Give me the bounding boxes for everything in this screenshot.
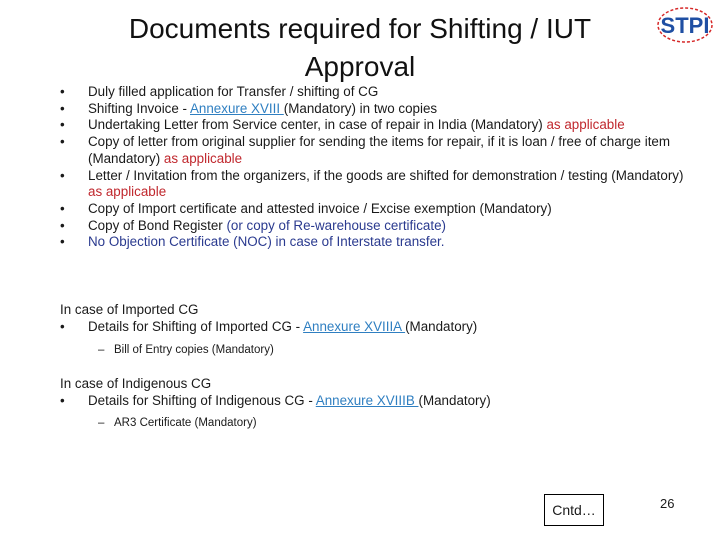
page-number: 26 bbox=[660, 496, 675, 511]
bullet: • bbox=[60, 318, 65, 334]
list-item-text: Details for Shifting of Imported CG - Annexure XVIIIA (Mandatory) bbox=[88, 318, 478, 334]
bullet: • bbox=[60, 217, 65, 233]
annexure-xviiib-link[interactable]: Annexure XVIIIB bbox=[315, 392, 419, 408]
list-item-text: Details for Shifting of Indigenous CG - Annexure XVIIIB (Mandatory) bbox=[88, 392, 491, 408]
list-item-text: Duly filled application for Transfer / shifting of CG bbox=[88, 84, 379, 99]
imported-cg-heading: In case of Imported CG bbox=[60, 302, 199, 317]
dash: – bbox=[98, 344, 105, 356]
list-item-text: No Objection Certificate (NOC) in case of Interstate transfer. bbox=[88, 234, 445, 250]
annexure-xviiia-link[interactable]: Annexure XVIIIA bbox=[303, 318, 406, 334]
subitem-text: AR3 Certificate (Mandatory) bbox=[114, 417, 257, 429]
stpi-logo-icon bbox=[656, 4, 714, 46]
list-item bbox=[60, 218, 700, 235]
as-applicable-note: as applicable bbox=[88, 184, 167, 200]
requirements-list bbox=[60, 84, 700, 251]
title-line-2: Approval bbox=[304, 51, 416, 82]
list-item-text: Copy of Import certificate and attested invoice / Excise exemption (Mandatory) bbox=[88, 200, 552, 216]
as-applicable-note: as applicable bbox=[546, 117, 625, 133]
list-item bbox=[60, 201, 700, 218]
list-item-text: Shifting Invoice - Annexure XVIII (Mandatory) in two copies bbox=[88, 100, 438, 116]
rewarehouse-note: (or copy of Re-warehouse certificate) bbox=[226, 217, 446, 233]
imported-cg-section bbox=[60, 302, 700, 335]
continued-button[interactable]: Cntd… bbox=[544, 494, 604, 526]
list-item-text: Undertaking Letter from Service center, in case of repair in India (Mandatory) as applicable bbox=[88, 117, 625, 133]
list-item-text: Copy of letter from original supplier for sending the items for repair, if it is loan / free of charge item (Mandatory) as applicable bbox=[88, 134, 671, 166]
list-item-text: Letter / Invitation from the organizers, if the goods are shifted for demonstration / testing (Mandatory) as applicable bbox=[88, 167, 684, 200]
list-item bbox=[60, 117, 700, 134]
page-title bbox=[40, 10, 680, 86]
dash: – bbox=[98, 417, 105, 429]
list-item bbox=[60, 319, 700, 336]
bullet: • bbox=[60, 234, 65, 250]
title-line-1: Documents required for Shifting / IUT bbox=[128, 13, 592, 44]
list-item-text: Copy of Bond Register (or copy of Re-warehouse certificate) bbox=[88, 217, 446, 233]
list-item bbox=[60, 168, 700, 201]
list-item bbox=[60, 134, 700, 167]
as-applicable-note: as applicable bbox=[163, 150, 243, 166]
indigenous-cg-subitem bbox=[98, 416, 658, 430]
bullet: • bbox=[60, 117, 65, 133]
bullet: • bbox=[60, 100, 65, 116]
bullet: • bbox=[60, 200, 65, 216]
bullet: • bbox=[60, 134, 65, 150]
bullet: • bbox=[60, 84, 65, 99]
list-item bbox=[60, 101, 700, 118]
bullet: • bbox=[60, 167, 65, 183]
annexure-xviii-link[interactable]: Annexure XVIII bbox=[189, 100, 284, 116]
bullet: • bbox=[60, 392, 65, 408]
list-item bbox=[60, 393, 700, 410]
indigenous-cg-section bbox=[60, 376, 700, 409]
imported-cg-subitem bbox=[98, 343, 658, 357]
subitem-text: Bill of Entry copies (Mandatory) bbox=[114, 344, 274, 356]
list-item bbox=[60, 84, 700, 101]
list-item bbox=[60, 234, 700, 251]
svg-text:STPI: STPI bbox=[660, 13, 710, 38]
indigenous-cg-heading: In case of Indigenous CG bbox=[60, 376, 212, 391]
